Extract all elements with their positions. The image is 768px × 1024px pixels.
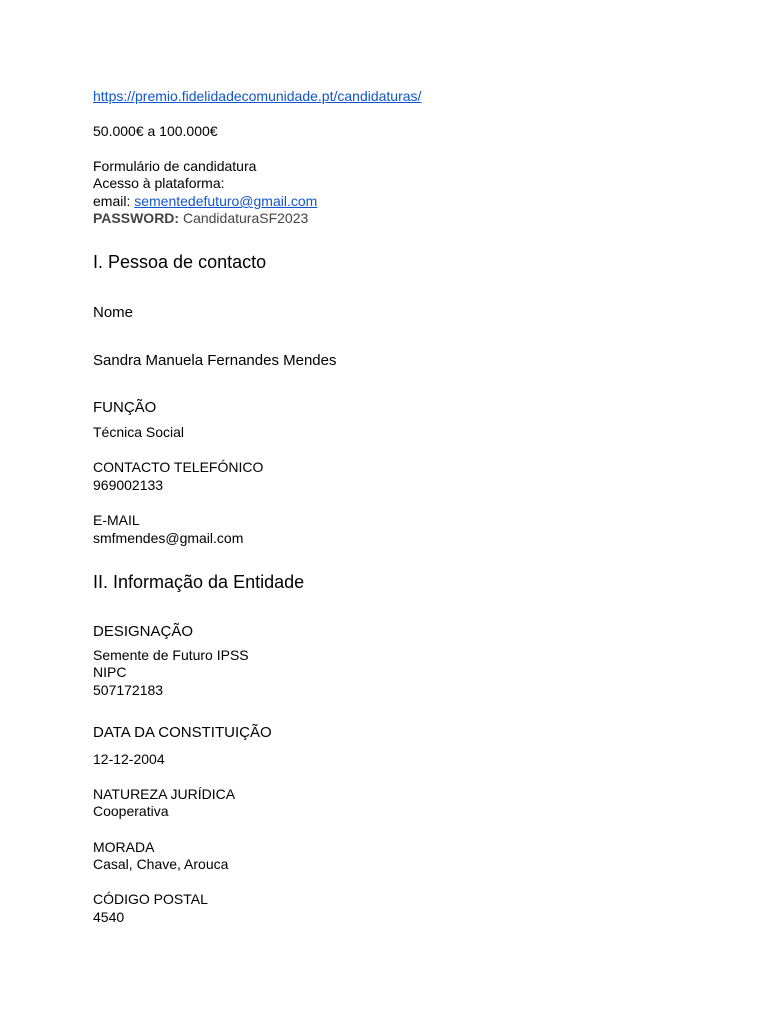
platform-access-label: Acesso à plataforma: [93,175,225,191]
platform-password-line [93,211,308,225]
entity-constitution-value: 12-12-2004 [93,751,165,767]
contact-name-label: Nome [93,304,134,321]
entity-constitution-label: DATA DA CONSTITUIÇÃO [93,724,272,741]
platform-email-label: email: [93,193,135,209]
entity-designation-label: DESIGNAÇÃO [93,623,194,640]
prize-amount: 50.000€ a 100.000€ [93,123,218,139]
entity-legal-label: NATUREZA JURÍDICA [93,786,236,802]
application-url-link[interactable]: https://premio.fidelidadecomunidade.pt/candidaturas/ [93,88,422,104]
entity-nipc-value: 507172183 [93,682,164,698]
password-label: PASSWORD: [93,210,180,226]
entity-legal-value: Cooperativa [93,803,169,819]
contact-role-label: FUNÇÃO [93,399,157,416]
password-value: CandidaturaSF2023 [179,210,309,226]
contact-email-label: E-MAIL [93,512,140,528]
entity-nipc-label: NIPC [93,664,127,680]
entity-postal-value: 4540 [93,909,125,925]
contact-name-value: Sandra Manuela Fernandes Mendes [93,352,337,369]
contact-role-value: Técnica Social [93,424,185,440]
platform-email-line [93,194,317,208]
entity-address-value: Casal, Chave, Arouca [93,856,229,872]
entity-address-label: MORADA [93,839,155,855]
entity-postal-label: CÓDIGO POSTAL [93,891,208,907]
contact-email-value: smfmendes@gmail.com [93,530,244,546]
entity-designation-value: Semente de Futuro IPSS [93,647,249,663]
section-title-entity: II. Informação da Entidade [93,572,305,592]
platform-email-link[interactable]: sementedefuturo@gmail.com [134,193,318,209]
contact-phone-label: CONTACTO TELEFÓNICO [93,459,264,475]
form-title: Formulário de candidatura [93,158,257,174]
section-title-contact: I. Pessoa de contacto [93,252,267,272]
contact-phone-value: 969002133 [93,477,164,493]
